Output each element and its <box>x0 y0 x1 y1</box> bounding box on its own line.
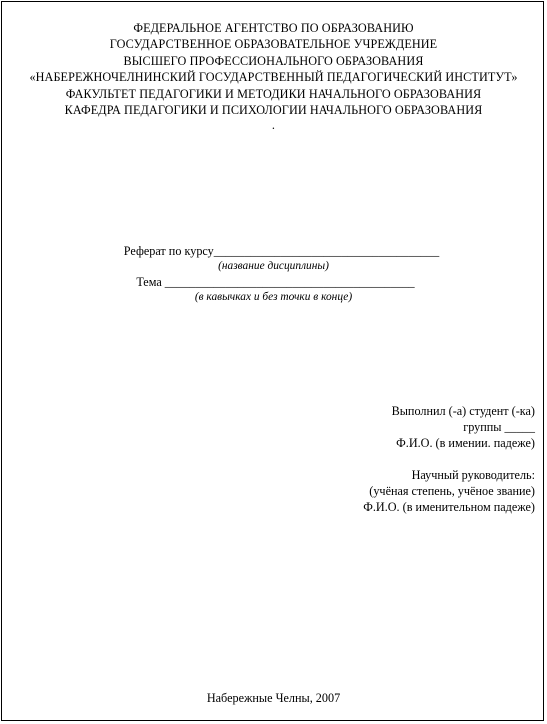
title-page <box>1 1 544 721</box>
header-line-agency: ФЕДЕРАЛЬНОЕ АГЕНТСТВО ПО ОБРАЗОВАНИЮ <box>133 21 414 35</box>
spacer <box>363 451 535 467</box>
group-line: группы _____ <box>463 420 535 434</box>
header-line-department: КАФЕДРА ПЕДАГОГИКИ И ПСИХОЛОГИИ НАЧАЛЬНОГО ОБРАЗОВАНИЯ <box>64 103 483 118</box>
header-line-institute-name: «НАБЕРЕЖНОЧЕЛНИНСКИЙ ГОСУДАРСТВЕННЫЙ ПЕДАГОГИЧЕСКИЙ ИНСТИТУТ» <box>29 70 518 85</box>
course-line: Реферат по курсу_____________________________________ <box>123 244 440 258</box>
author-block <box>363 403 535 515</box>
supervisor-degree-line: (учёная степень, учёное звание) <box>369 484 535 498</box>
theme-line: Тема _________________________________________ <box>136 274 415 289</box>
header-dot: . <box>271 118 276 133</box>
essay-topic-block <box>2 243 545 304</box>
supervisor-name-line: Ф.И.О. (в именительном падеже) <box>363 500 535 514</box>
theme-hint: (в кавычках и без точки в конце) <box>194 290 353 303</box>
supervisor-label: Научный руководитель: <box>411 468 535 482</box>
performed-by-label: Выполнил (-а) студент (-ка) <box>391 404 535 418</box>
header-line-education-level: ВЫСШЕГО ПРОФЕССИОНАЛЬНОГО ОБРАЗОВАНИЯ <box>123 53 424 68</box>
header-line-faculty: ФАКУЛЬТЕТ ПЕДАГОГИКИ И МЕТОДИКИ НАЧАЛЬНОГО ОБРАЗОВАНИЯ <box>65 86 482 101</box>
city-year: Набережные Челны, 2007 <box>206 691 341 705</box>
header-line-institution-type: ГОСУДАРСТВЕННОЕ ОБРАЗОВАТЕЛЬНОЕ УЧРЕЖДЕНИЕ <box>109 37 438 52</box>
course-hint: (название дисциплины) <box>218 260 329 272</box>
institution-header <box>2 20 545 132</box>
student-name-line: Ф.И.О. (в имении. падеже) <box>396 436 535 450</box>
